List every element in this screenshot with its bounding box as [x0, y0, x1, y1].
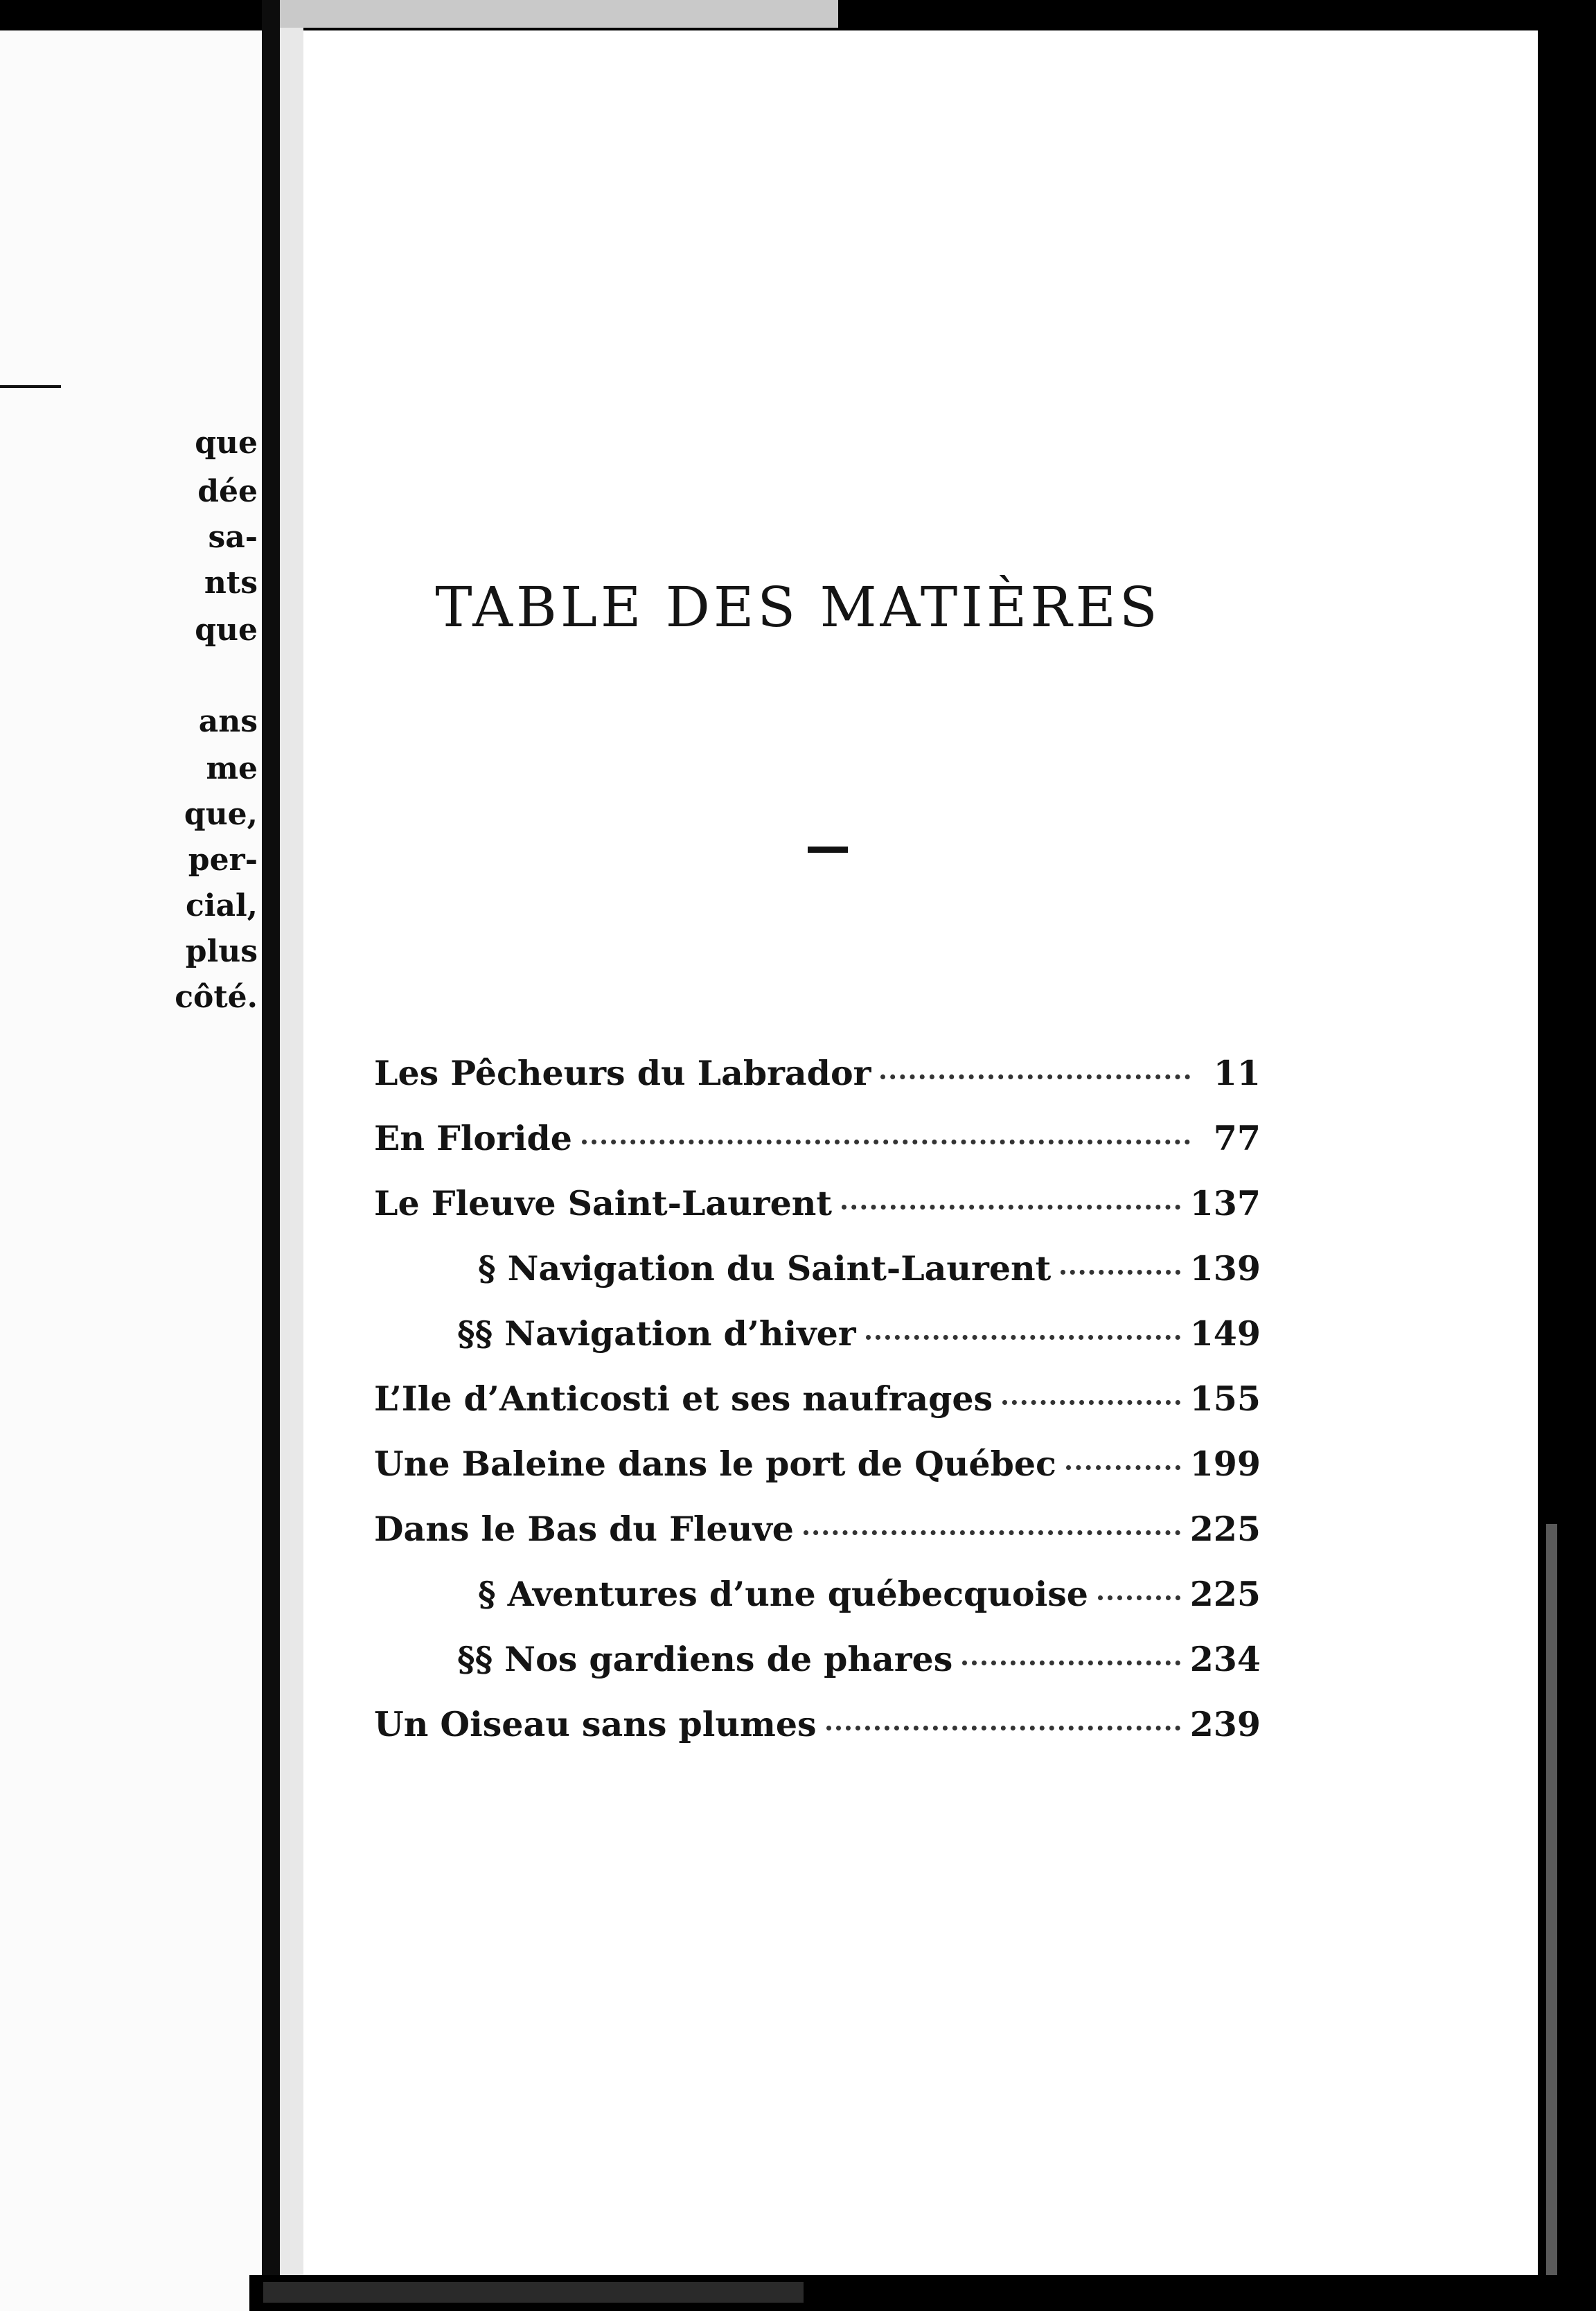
left-page-rule — [0, 385, 61, 388]
left-page-text-fragment: côté. — [175, 980, 258, 1015]
left-page-text-fragment: que — [195, 612, 258, 648]
toc-entry-label: Le Fleuve Saint-Laurent — [374, 1183, 833, 1223]
page-fold — [1546, 1524, 1557, 2311]
left-page-text-fragment: sa- — [208, 520, 258, 555]
toc-entry-page: 234 — [1189, 1639, 1261, 1679]
toc-leader — [804, 1530, 1180, 1535]
toc-entry-page: 225 — [1189, 1574, 1261, 1614]
spine-gutter — [280, 28, 303, 2311]
left-page-fragment — [0, 30, 272, 2311]
left-page-text-fragment: plus — [185, 934, 258, 969]
toc-entry — [374, 1379, 1261, 1444]
toc-entry-page: 199 — [1189, 1444, 1261, 1484]
toc-entry-label: Un Oiseau sans plumes — [374, 1704, 817, 1744]
scan-top-border — [0, 0, 1596, 30]
toc-subentry — [374, 1574, 1261, 1639]
toc-entry — [374, 1053, 1261, 1118]
toc-leader — [1061, 1270, 1180, 1275]
toc-entry — [374, 1118, 1261, 1183]
toc-entry — [374, 1183, 1261, 1248]
left-page-text-fragment: cial, — [185, 888, 258, 923]
toc-entry-label: Les Pêcheurs du Labrador — [374, 1053, 871, 1093]
toc-entry-label: L’Ile d’Anticosti et ses naufrages — [374, 1379, 993, 1419]
toc-leader — [826, 1726, 1180, 1730]
toc-leader — [880, 1074, 1190, 1079]
scan-right-border — [1538, 0, 1596, 2311]
toc-entry-label: En Floride — [374, 1118, 572, 1158]
toc-entry-page: 77 — [1213, 1118, 1261, 1158]
left-page-text-fragment: me — [206, 751, 258, 786]
title-rule — [808, 847, 848, 853]
toc-entry-label: §§ Nos gardiens de phares — [457, 1639, 953, 1679]
toc-entry — [374, 1704, 1261, 1769]
toc-entry-label: § Navigation du Saint-Laurent — [478, 1248, 1052, 1289]
book-spine — [262, 0, 280, 2311]
toc-entry-page: 149 — [1189, 1313, 1261, 1354]
left-page-text-fragment: per- — [188, 842, 258, 878]
toc-entry-label: §§ Navigation d’hiver — [457, 1313, 856, 1354]
toc-subentry — [374, 1248, 1261, 1313]
toc-entry-page: 137 — [1189, 1183, 1261, 1223]
toc-leader — [1098, 1595, 1180, 1600]
toc-leader — [842, 1205, 1180, 1210]
toc-entry-page: 11 — [1213, 1053, 1261, 1093]
toc-leader — [1066, 1465, 1180, 1470]
toc-leader — [962, 1661, 1180, 1665]
scan-bottom-scrap — [263, 2282, 804, 2303]
scan-bottom-border — [249, 2275, 1596, 2311]
toc-entry-page: 139 — [1189, 1248, 1261, 1289]
toc-leader — [1002, 1400, 1180, 1405]
toc-entry — [374, 1509, 1261, 1574]
toc-entry-label: Une Baleine dans le port de Québec — [374, 1444, 1056, 1484]
toc-entry-label: Dans le Bas du Fleuve — [374, 1509, 794, 1549]
toc-entry-label: § Aventures d’une québecquoise — [478, 1574, 1088, 1614]
toc-entry-page: 239 — [1189, 1704, 1261, 1744]
table-of-contents — [374, 1053, 1261, 1769]
left-page-text-fragment: que — [195, 425, 258, 461]
toc-subentry — [374, 1639, 1261, 1704]
scan-top-scrap — [270, 0, 838, 28]
toc-entry — [374, 1444, 1261, 1509]
toc-entry-page: 225 — [1189, 1509, 1261, 1549]
toc-leader — [582, 1140, 1190, 1144]
left-page-text-fragment: que, — [184, 797, 258, 832]
toc-entry-page: 155 — [1189, 1379, 1261, 1419]
toc-title: TABLE DES MATIÈRES — [435, 575, 1161, 639]
toc-leader — [866, 1335, 1180, 1340]
left-page-text-fragment: nts — [204, 565, 258, 601]
toc-subentry — [374, 1313, 1261, 1379]
left-page-text-fragment: ans — [198, 704, 258, 739]
left-page-text-fragment: dée — [197, 474, 258, 509]
